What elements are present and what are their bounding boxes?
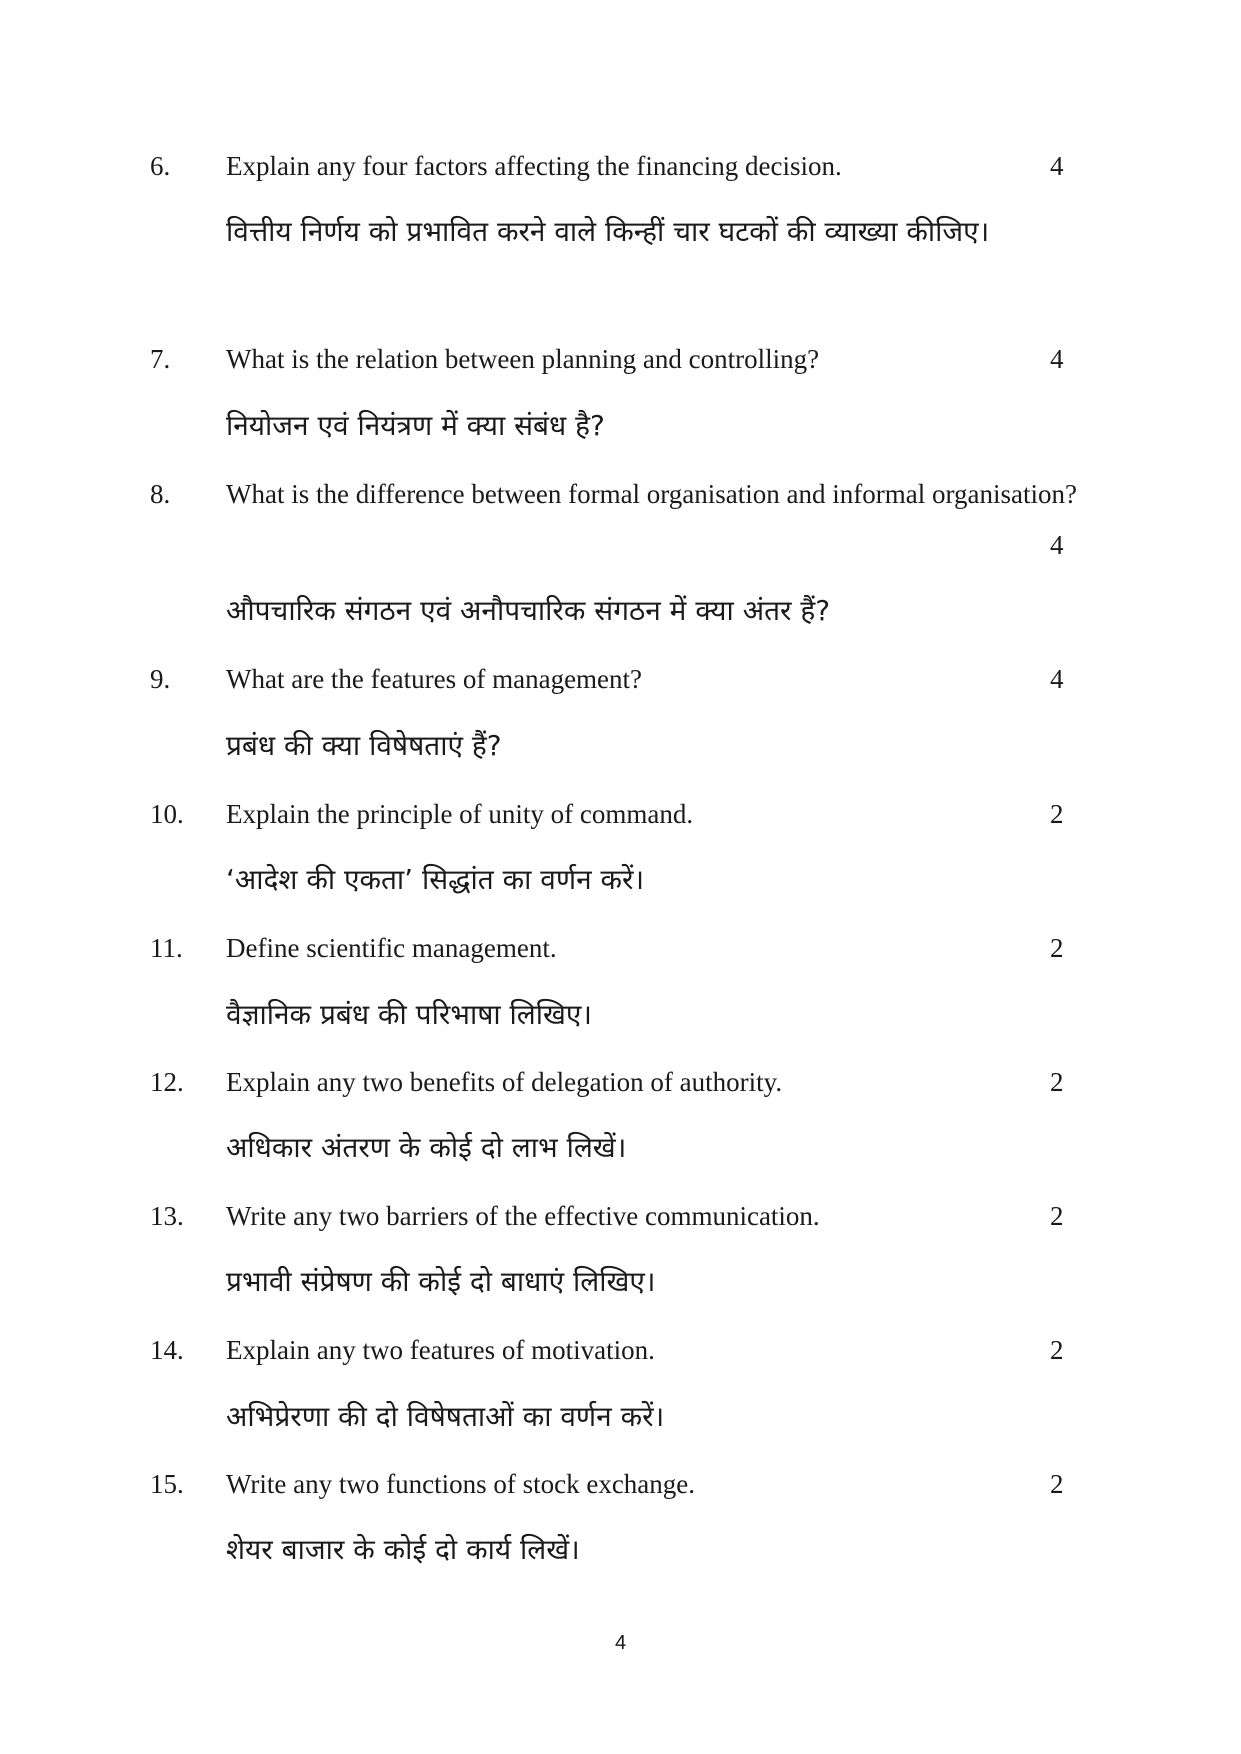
question-number: 9. <box>150 664 171 694</box>
question-text-english: What is the difference between formal organisation and informal organisation? <box>226 479 1077 509</box>
question-number: 11. <box>150 933 183 963</box>
question-number: 12. <box>150 1067 184 1097</box>
question-text-english: What are the features of management? <box>226 664 643 694</box>
question-text-english: What is the relation between planning and controlling? <box>226 344 820 374</box>
question-number: 13. <box>150 1201 184 1231</box>
question-marks: 4 <box>1050 151 1064 181</box>
question-text-english: Write any two barriers of the effective communication. <box>226 1201 820 1231</box>
question-text-english: Define scientific management. <box>226 933 557 963</box>
question-text-hindi: अधिकार अंतरण के कोई दो लाभ लिखें। <box>226 1131 627 1164</box>
question-number: 15. <box>150 1469 184 1499</box>
question-text-hindi: अभिप्रेरणा की दो विषेषताओं का वर्णन करें। <box>226 1400 665 1433</box>
question-marks: 2 <box>1050 1469 1064 1499</box>
question-marks: 2 <box>1050 933 1064 963</box>
question-text-english: Explain any four factors affecting the financing decision. <box>226 151 842 181</box>
question-number: 7. <box>150 344 171 374</box>
question-text-hindi: औपचारिक संगठन एवं अनौपचारिक संगठन में क्या अंतर हैं? <box>226 594 831 627</box>
question-text-english: Explain any two features of motivation. <box>226 1335 655 1365</box>
question-marks: 2 <box>1050 1335 1064 1365</box>
question-marks: 4 <box>1050 664 1064 694</box>
question-text-english: Explain the principle of unity of command. <box>226 799 694 829</box>
question-marks: 2 <box>1050 1067 1064 1097</box>
page-number: 4 <box>614 1632 627 1654</box>
question-number: 10. <box>150 799 184 829</box>
question-marks: 4 <box>1050 530 1064 560</box>
question-text-english: Write any two functions of stock exchange. <box>226 1469 696 1499</box>
question-text-hindi: वित्तीय निर्णय को प्रभावित करने वाले किन्हीं चार घटकों की व्याख्या कीजिए। <box>226 215 990 248</box>
question-text-hindi: नियोजन एवं नियंत्रण में क्या संबंध है? <box>226 409 605 442</box>
question-text-hindi: ‘आदेश की एकता’ सिद्धांत का वर्णन करें। <box>226 863 645 896</box>
question-marks: 2 <box>1050 1201 1064 1231</box>
question-marks: 2 <box>1050 799 1064 829</box>
question-text-hindi: वैज्ञानिक प्रबंध की परिभाषा लिखिए। <box>226 998 593 1031</box>
question-number: 6. <box>150 151 171 181</box>
question-text-hindi: प्रबंध की क्या विषेषताएं हैं? <box>226 729 502 762</box>
question-number: 14. <box>150 1335 184 1365</box>
question-text-english: Explain any two benefits of delegation of authority. <box>226 1067 783 1097</box>
question-marks: 4 <box>1050 344 1064 374</box>
question-number: 8. <box>150 479 171 509</box>
question-text-hindi: शेयर बाजार के कोई दो कार्य लिखें। <box>226 1533 580 1566</box>
question-text-hindi: प्रभावी संप्रेषण की कोई दो बाधाएं लिखिए। <box>226 1265 656 1298</box>
